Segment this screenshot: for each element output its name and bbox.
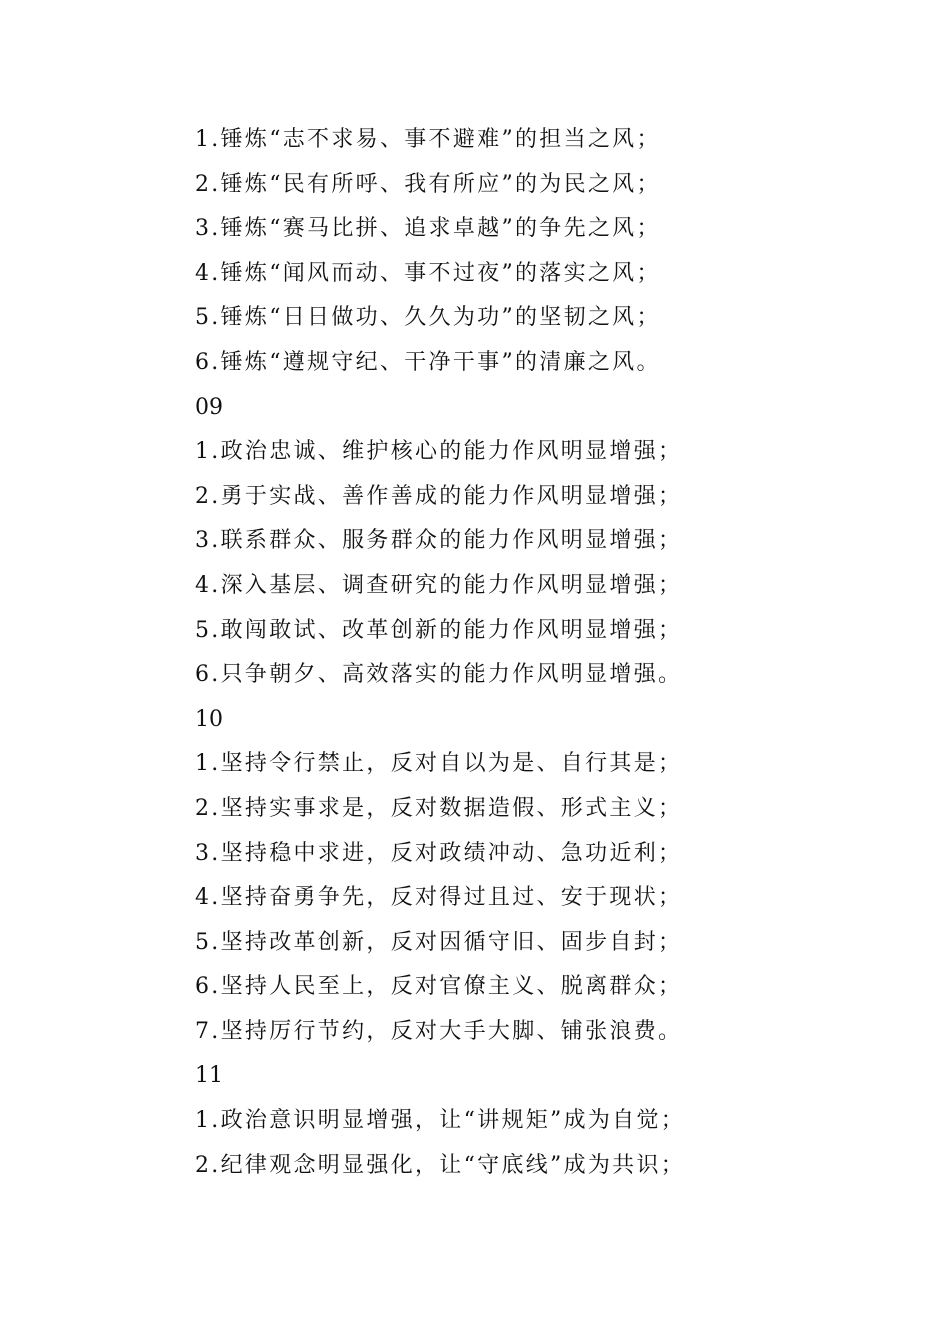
list-item: 5.锤炼“日日做功、久久为功”的坚韧之风； (195, 305, 661, 331)
list-item: 2.勇于实战、善作善成的能力作风明显增强； (195, 483, 683, 509)
list-item: 4.锤炼“闻风而动、事不过夜”的落实之风； (195, 260, 661, 286)
list-item: 5.坚持改革创新，反对因循守旧、固步自封； (195, 929, 683, 955)
list-item: 2.坚持实事求是，反对数据造假、形式主义； (195, 795, 683, 821)
list-item: 3.锤炼“赛马比拼、追求卓越”的争先之风； (195, 216, 661, 242)
list-item: 3.联系群众、服务群众的能力作风明显增强； (195, 528, 683, 554)
list-item: 6.只争朝夕、高效落实的能力作风明显增强。 (195, 662, 683, 688)
list-item: 1.政治意识明显增强，让“讲规矩”成为自觉； (195, 1108, 686, 1134)
list-item: 1.锤炼“志不求易、事不避难”的担当之风； (195, 127, 661, 152)
list-item: 3.坚持稳中求进，反对政绩冲动、急功近利； (195, 840, 683, 866)
list-item: 5.敢闯敢试、改革创新的能力作风明显增强； (195, 617, 683, 643)
list-item: 6.锤炼“遵规守纪、干净干事”的清廉之风。 (195, 349, 661, 375)
section-heading: 11 (195, 1063, 223, 1089)
list-item: 4.深入基层、调查研究的能力作风明显增强； (195, 572, 683, 598)
list-item: 1.政治忠诚、维护核心的能力作风明显增强； (195, 439, 683, 465)
document-body (195, 118, 735, 1188)
list-item: 1.坚持令行禁止，反对自以为是、自行其是； (195, 751, 683, 777)
list-item: 6.坚持人民至上，反对官僚主义、脱离群众； (195, 974, 683, 1000)
list-item: 2.锤炼“民有所呼、我有所应”的为民之风； (195, 171, 661, 197)
list-item: 4.坚持奋勇争先，反对得过且过、安于现状； (195, 885, 683, 911)
list-item: 2.纪律观念明显强化，让“守底线”成为共识； (195, 1152, 686, 1178)
section-heading: 09 (195, 394, 223, 420)
list-item: 7.坚持厉行节约，反对大手大脚、铺张浪费。 (195, 1018, 683, 1044)
section-heading: 10 (195, 706, 223, 732)
